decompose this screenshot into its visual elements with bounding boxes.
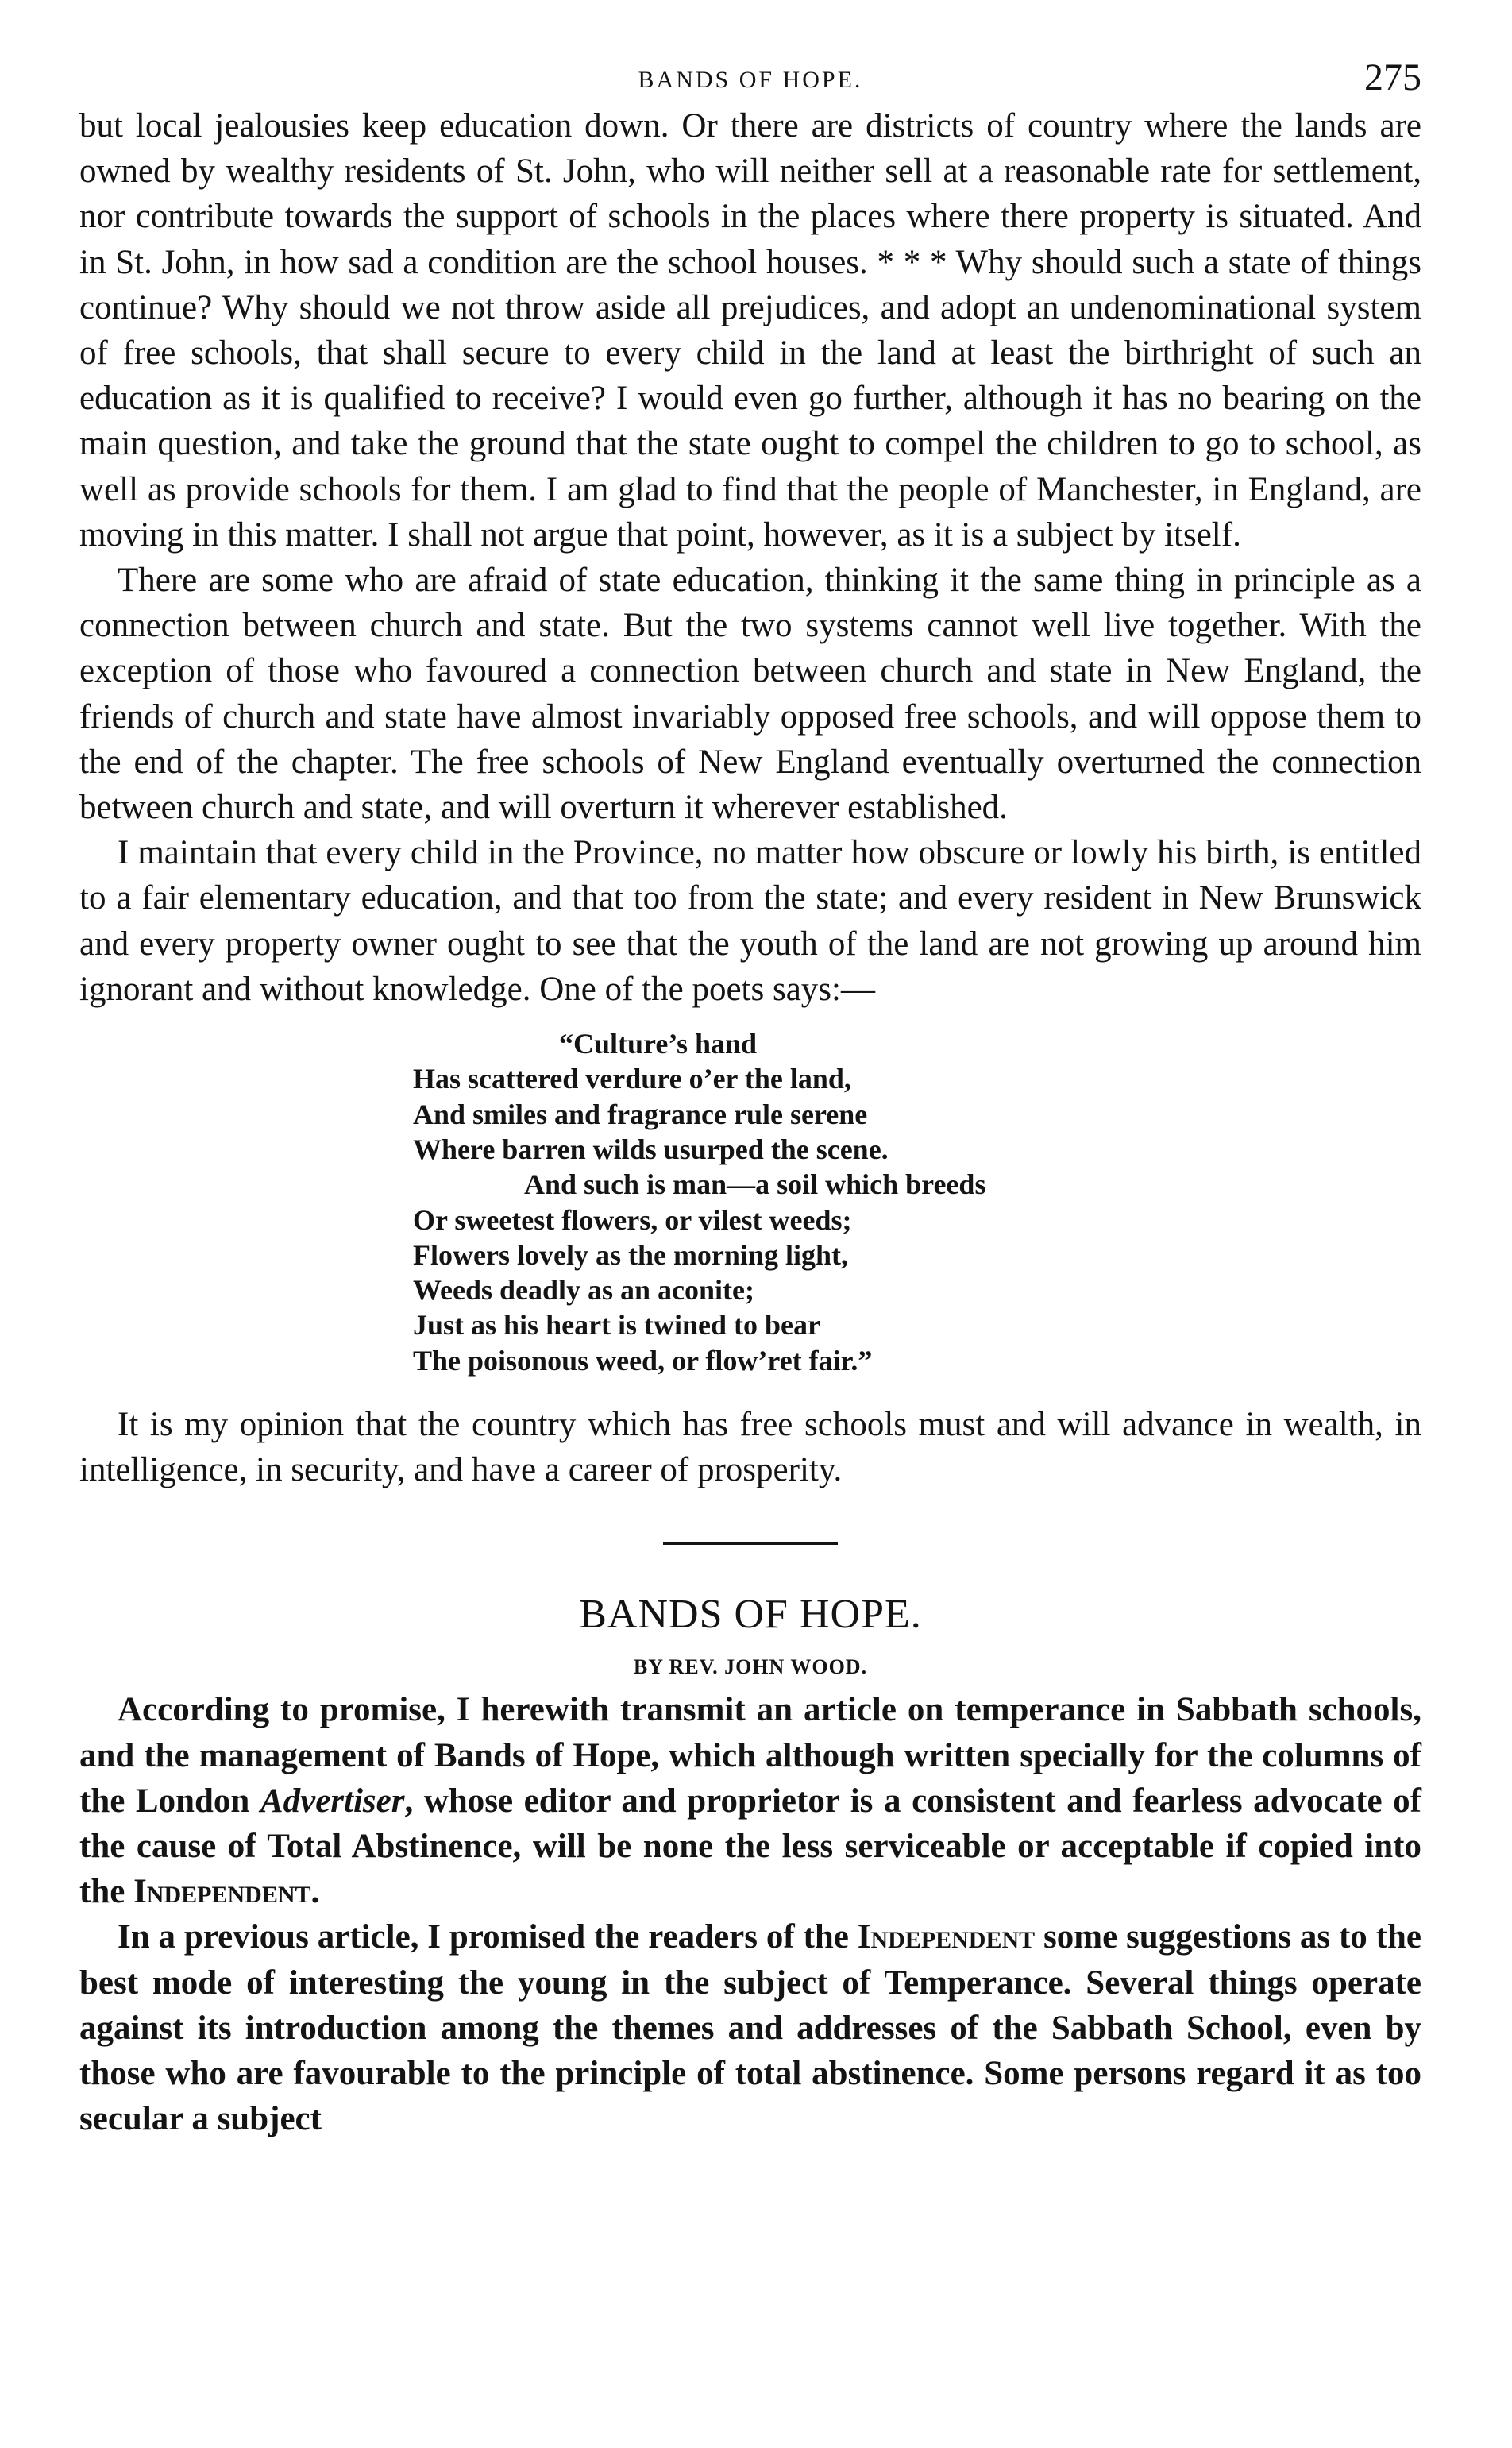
essay-continuation	[79, 103, 1421, 1492]
paragraph-closing-opinion: It is my opinion that the country which has free schools must and will advance in wealth, in intelligence, in security, and have a career of prosperity.	[79, 1406, 1421, 1489]
poem-line: The poisonous weed, or flow’ret fair.”	[413, 1344, 873, 1377]
poem-line: Or sweetest flowers, or vilest weeds;	[413, 1203, 852, 1236]
running-head	[79, 56, 1421, 103]
book-page	[79, 56, 1421, 2141]
text-run: In a previous article, I promised the readers of the	[118, 1918, 858, 1956]
running-title: BANDS OF HOPE.	[638, 67, 863, 93]
publication-name: Independent	[133, 1873, 311, 1911]
paragraph-elementary-education: I maintain that every child in the Province, no matter how obscure or lowly his birth, is entitled to a fair elementary education, and that too from the state; and every resident in New Brunswick and every property owner ought to see that the youth of the land are not growing up around him ignorant and without knowledge. One of the poets says:—	[79, 834, 1421, 1008]
poem-line: Flowers lovely as the morning light,	[413, 1238, 848, 1271]
poem-line: “Culture’s hand	[559, 1028, 758, 1060]
poem-line: Just as his heart is twined to bear	[413, 1309, 821, 1342]
publication-name: Independent	[857, 1918, 1036, 1956]
poem-line: Weeds deadly as an aconite;	[413, 1274, 755, 1307]
poem-line: And such is man—a soil which breeds	[524, 1168, 986, 1201]
article-bands-of-hope	[79, 1591, 1421, 2141]
paragraph-free-schools: but local jealousies keep education down. Or there are districts of country where the lands are owned by wealthy residents of St. John, who will neither sell at a reasonable rate for settlement, nor contribute towards the support of schools in the places where there property is situated. And in St. John, in how sad a condition are the school houses. * * * Why should such a state of things continue? Why should we not throw aside all prejudices, and adopt an undenominational system of free schools, that shall secure to every child in the land at least the birthright of such an education as it is qualified to receive? I would even go further, although it has no bearing on the main question, and take the ground that the state ought to compel the children to go to school, as well as provide schools for them. I am glad to find that the people of Manchester, in England, are moving in this matter. I shall not argue that point, however, as it is a subject by itself.	[79, 107, 1421, 554]
text-run: , whose editor and proprietor is a consistent and fearless advocate of the cause of Total Abstinence, will be none the less serviceable or acceptable if copied into the	[79, 1782, 1421, 1911]
article-byline: BY REV. JOHN WOOD.	[633, 1655, 868, 1679]
poem-line: Where barren wilds usurped the scene.	[413, 1133, 889, 1165]
article-title: BANDS OF HOPE.	[579, 1592, 922, 1638]
text-run: some suggestions as to the best mode of interesting the young in the subject of Temperance. Several things operate against its introduction among the themes and addresses of the Sabbath School, even by those who are favourable to the principle of total abstinence. Some persons regard it as too secular a subject	[79, 1918, 1421, 2138]
poem-quotation	[79, 1026, 1421, 1378]
article-paragraph-1	[79, 1687, 1421, 1914]
poem-line: Has scattered verdure o’er the land,	[413, 1063, 851, 1095]
article-paragraph-2	[79, 1914, 1421, 2141]
text-run: .	[310, 1873, 320, 1911]
poem-line: And smiles and fragrance rule serene	[413, 1098, 868, 1130]
paragraph-state-education: There are some who are afraid of state education, thinking it the same thing in principle as a connection between church and state. But the two systems cannot well live together. With the exception of those who favoured a connection between church and state in New England, the friends of church and state have almost invariably opposed free schools, and will oppose them to the end of the chapter. The free schools of New England eventually overturned the connection between church and state, and will overturn it wherever established.	[79, 562, 1421, 827]
newspaper-name: Advertiser	[260, 1782, 405, 1820]
page-number: 275	[1364, 56, 1421, 98]
section-divider	[663, 1542, 838, 1545]
text-run: According to promise, I herewith transmit an article on temperance in Sabbath schools, and the management of Bands of Hope, which although written specially for the columns of the London	[79, 1691, 1421, 1820]
